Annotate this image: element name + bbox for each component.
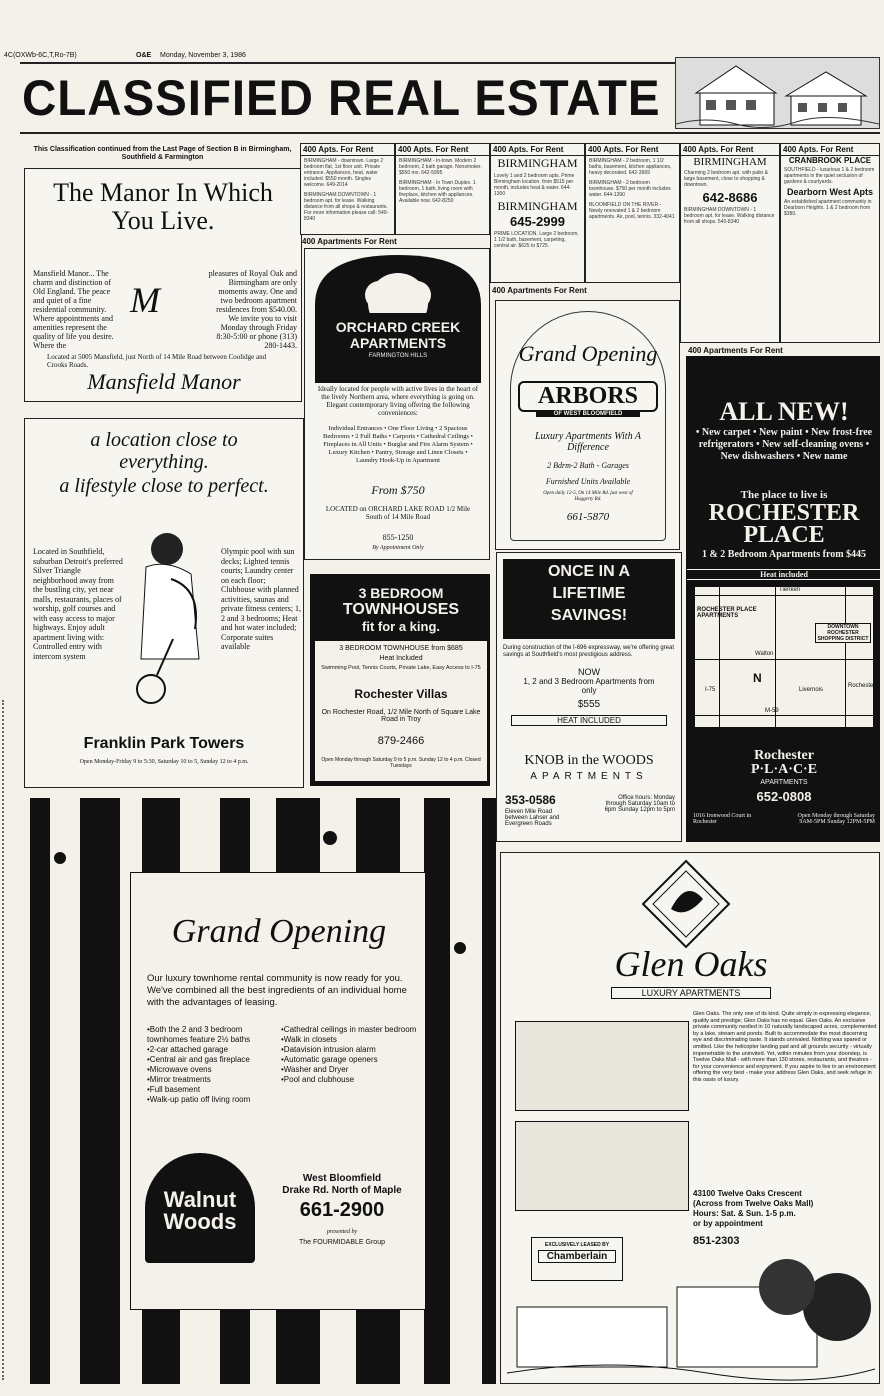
col2-header: 400 Apts. For Rent [396,144,489,156]
manor-title: The Manor In Which You Live. [53,178,273,235]
rp-brand-2: P·L·A·C·E [750,762,818,777]
map-livernois: Livernois [799,687,824,693]
rp-name-2: PLACE [743,522,825,548]
walnut-feature: •Automatic garage openers [281,1055,378,1064]
arbors-furnished: Furnished Units Available [545,477,631,486]
franklin-left-text: Located in Southfield, suburban Detroit's preferred Silver Triangle neighborhood away from the bustling city, yet near malls, restaurants, places of worship, golf courses and with easy access to major highways. Enjoy adult apartment living with: Controlled entry with intercom system [33,547,123,661]
section-header-1: 400 Apartments For Rent [302,237,397,246]
manor-signature: Mansfield Manor [87,369,241,394]
rp-brand-1: Rochester [754,748,814,763]
glen-sub: LUXURY APARTMENTS [611,987,771,999]
col1-header: 400 Apts. For Rent [301,144,394,156]
rp-all-new: ALL NEW! [719,397,849,426]
walnut-location-2: Drake Rd. North of Maple [282,1185,402,1196]
couple-illustration [121,519,215,709]
rochester-villas-ad [310,574,490,786]
walnut-intro: Our luxury townhome rental community is now ready for you. We've combined all the best ingredients of an individual home with the advantages of leasing. [147,973,407,1008]
franklin-ad [24,418,304,788]
rp-tag: The place to live is [740,489,828,501]
continued-notice: This Classification continued from the Last Page of Section B in Birmingham, Southfield & Farmington [33,146,292,161]
glen-buildings-illustration [507,1257,875,1381]
villas-h3: fit for a king. [362,619,440,634]
walnut-logo-2: Woods [163,1209,237,1234]
col4-ad-1: BIRMINGHAM - 2 bedroom, 1 1/2 baths, basement, kitchen appliances, heavy decorated. 642-3969 [589,158,672,176]
rp-hours: Open Monday through Saturday 9AM-5PM Sunday 12PM-5PM [797,813,875,825]
glen-leased-by: EXCLUSIVELY LEASED BY [544,1242,610,1248]
walnut-title: Grand Opening [171,913,387,950]
glen-hours: Hours: Sat. & Sun. 1-5 p.m. [693,1209,796,1218]
walnut-feature: •Pool and clubhouse [281,1075,355,1084]
glen-oaks-logo [641,859,731,949]
manor-right-text: pleasures of Royal Oak and Birmingham are only moments away. One and two bedroom apartment residences from $540.00. We invite you to visit Monday through Friday 8:30-5:00 or phone (313) 280-1443. [208,269,297,350]
col6-header: 400 Apts. For Rent [781,144,879,156]
map-m59: M-59 [765,708,779,714]
orchard-located: LOCATED on ORCHARD LAKE ROAD 1/2 Mile South of 14 Mile Road [325,505,471,521]
arbors-phone: 661-5870 [566,511,610,523]
villas-h1: 3 BEDROOM [358,585,444,601]
arbors-ad [495,300,680,550]
classified-col-1 [300,143,395,235]
knob-h2: LIFETIME [552,585,626,602]
franklin-right-text: Olympic pool with sun decks; Lighted tennis courts; Laundry center on each floor; Clubhouse with planned activities, saunas and private fitness centers; 1, 2 and 3 bedrooms; Heat and hot water included; Corporate suites available [221,547,301,651]
col5-birmingham: BIRMINGHAM [693,156,767,168]
franklin-footer: Open Monday-Friday 9 to 5:30, Saturday 10 to 5, Sunday 12 to 4 p.m. [79,759,249,765]
map-tienken: Tienken [779,587,801,593]
rule-top [20,62,680,64]
walnut-presenter: The FOURMIDABLE Group [299,1239,385,1246]
walnut-feature: •Cathedral ceilings in master bedroom [281,1025,417,1034]
rp-features: • New carpet • New paint • New frost-free refrigerators • New self-cleaning ovens • New dishwashers • New name [695,427,873,462]
arbors-grand-opening: Grand Opening [518,341,658,366]
walnut-feature: •Both the 2 and 3 bedroom townhomes feature 2½ baths [147,1025,251,1044]
orchard-title-2: APARTMENTS [349,335,447,351]
knob-price: $555 [577,699,601,710]
knob-ad [496,552,682,842]
classified-col-6 [780,143,880,343]
villas-line-2: Heat Included [379,655,423,662]
walnut-feature: •2-car attached garage [147,1045,229,1054]
knob-address: Eleven Mile Road between Lahser and Evergreen Roads [505,809,560,827]
col3-ad-1: Lovely 1 and 2 bedroom apts. Prime Birmingham location. from $515 per month, includes heat & water. 644-1300 [494,173,575,197]
section-header-2: 400 Apartments For Rent [492,286,587,295]
col1-ad-1: BIRMINGHAM - downtown. Large 2 bedroom flat, 1st floor unit. Private entrance. Appliances, heat, water included. $550 month. Singles welcome. 649-2014 [304,158,384,188]
walnut-feature: •Walk in closets [281,1035,337,1044]
arbors-open: Open daily 12-5, On 14 Mile Rd. just west of Haggerty Rd. [543,491,633,502]
manor-location: Located at 5005 Mansfield, just North of 14 Mile Road between Coolidge and Crooks Roads. [47,353,267,369]
knob-h1: ONCE IN A [547,563,631,580]
page-edge [2,700,8,1380]
walnut-feature: •Full basement [147,1085,201,1094]
arbors-sub: OF WEST BLOOMFIELD [536,411,640,417]
rule-title [20,132,880,134]
rp-phone: 652-0808 [756,789,812,804]
glen-oaks-ad [500,852,880,1384]
glen-name: Glen Oaks [614,944,768,984]
glen-interior-photo-1 [515,1021,689,1111]
glen-phone: 851-2303 [693,1235,740,1247]
franklin-name: Franklin Park Towers [83,735,245,752]
glen-address-2: (Across from Twelve Oaks Mall) [693,1199,814,1208]
walnut-feature: •Walk-up patio off living room [147,1095,251,1104]
walnut-features-right [281,1025,417,1085]
manor-monogram: M [130,280,160,320]
col5-ad-1: Charming 2 bedroom apt. with patio & large basement, close to shopping & downtown. [684,170,768,188]
villas-h2: TOWNHOUSES [342,601,460,618]
franklin-headline-1: a location close to everything. [90,429,238,473]
orchard-appointment: By Appointment Only [372,545,424,551]
col1-ad-2: BIRMINGHAM DOWNTOWN - 1 bedroom apt. for lease. Walking distance from all shops & restaurants. For more information please call: 540-8340 [304,192,389,222]
walnut-presented: presented by [326,1229,358,1235]
col4-header: 400 Apts. For Rent [586,144,679,156]
house-illustration [675,57,880,129]
classified-col-5 [680,143,780,343]
rp-brand-3: APARTMENTS [760,779,808,786]
classified-col-2 [395,143,490,235]
rochester-place-ad [686,356,880,842]
walnut-phone: 661-2900 [299,1199,385,1221]
knob-hours: Office hours: Monday through Saturday 10am to 6pm Sunday 12pm to 5pm [604,795,675,813]
col5-header: 400 Apts. For Rent [681,144,779,156]
map-i75: I-75 [705,687,716,693]
col6-ad-1: SOUTHFIELD - luxurious 1 & 2 bedroom apartments in the quiet seclusion of gardens & courtyards. [784,167,875,185]
villas-phone: 879-2466 [377,735,425,747]
franklin-headline-2: a lifestyle close to perfect. [59,475,269,497]
villas-location: On Rochester Road, 1/2 Mile North of Square Lake Road in Troy [321,709,481,723]
orchard-title-1: ORCHARD CREEK [335,319,461,335]
walnut-feature: •Datavision intrusion alarm [281,1045,376,1054]
section-header-3: 400 Apartments For Rent [688,346,783,355]
date-line: Monday, November 3, 1986 [160,52,246,59]
arbors-info: 2 Bdrm-2 Bath - Garages [547,461,629,470]
rp-map [695,587,876,727]
knob-phone: 353-0586 [505,793,556,807]
map-walton: Walton [755,651,774,657]
orchard-location: FARMINGTON HILLS [368,353,428,359]
col6-ad-2: An established apartment community in Dearborn Heights. 1 & 2 bedroom from $380. [784,199,872,217]
col3-birmingham-2: BIRMINGHAM [497,199,578,213]
orchard-creek-ad [304,248,490,560]
orchard-phone: 855-1250 [382,533,414,542]
map-north: N [753,671,762,685]
classified-col-4 [585,143,680,283]
walnut-feature: •Washer and Dryer [281,1065,349,1074]
col3-birmingham: BIRMINGHAM [497,156,578,170]
villas-line-1: 3 BEDROOM TOWNHOUSE from $685 [339,645,463,652]
arbors-luxury: Luxury Apartments With A Difference [534,431,642,453]
walnut-location-1: West Bloomfield [302,1173,382,1184]
manor-left-text: Mansfield Manor... The charm and distinction of Old England. The peace and quiet of a fine residential community. Where appointments and amenities represent the quality of life you desire. Where the [33,269,114,350]
walnut-logo-1: Walnut [163,1187,237,1212]
map-shopping: DOWNTOWN ROCHESTER SHOPPING DISTRICT [815,623,871,643]
classified-col-3 [490,143,585,283]
manor-ad [24,168,302,402]
glen-address-1: 43100 Twelve Oaks Crescent [693,1189,802,1198]
knob-h3: SAVINGS! [550,607,628,624]
walnut-feature: •Mirror treatments [147,1075,211,1084]
knob-name: KNOB in the WOODS [524,753,654,768]
knob-heat: HEAT INCLUDED [511,715,667,726]
col5-phone: 642-8686 [702,190,758,205]
page-code: 4C(OXWb-6C,T,Ro-7B) [4,52,77,59]
rp-heat: Heat included [687,569,881,580]
arbors-name: ARBORS [518,381,658,412]
villas-line-3: Swimming Pool, Tennis Courts, Private Lake, Easy Access to I-75 [321,665,481,671]
col2-ad-2: BIRMINGHAM - In Town Duplex. 1 bedroom, 1 bath, living room with fireplace, kitchen with appliances. Available now. 642-8250 [399,180,476,204]
col6-dearborn: Dearborn West Apts [786,187,873,197]
glen-chamberlain: Chamberlain [538,1250,616,1263]
knob-text: During construction of the I-696 expressway, we're offering great savings at Southfield's most prestigious address. [503,645,675,658]
page-title: CLASSIFIED REAL ESTATE [22,70,661,126]
orchard-body: Ideally located for people with active lives in the heart of the lively Northern area, where everything is going on. Elegant contemporary living offering the following conveniences: [317,385,479,417]
orchard-features: Individual Entrances • One Floor Living • 2 Spacious Bedrooms • 2 Full Baths • Carports • Cathedral Ceilings • Fireplaces in All Units • Burglar and Fire Alarm System • Luxury Kitchen • Pantry, Storage and Linen Closets • Laundry Hook-Up in Apartment [323,425,473,464]
glen-body: Glen Oaks. The only one of its kind. Quite simply in expressing elegance, quality and prestige; Glen Oaks has no equal. Glen Oaks. An exclusive private community nestled in 10 naturally landscaped acres, complemented by a lake, stream and ponds. Built to accommodate the most discerning eye and discriminating taste. It stands unrivaled. Nothing was spared or omitted. Like the helicopter landing pad and all grounds security - virtually impenetrable to the uninvited. Yet, within minutes from your doorstep, is Twelve Oaks Mall - with more than 130 stores, restaurants, and theatres - for your convenience and enjoyment. If you aspire to live in an environment offering the very best - make your address Glen Oaks, and seek refuge in this oasis of luxury. [693,1011,877,1083]
col4-ad-2: BIRMINGHAM - 2 bedroom townhouse. $750 per month includes water. 644-1390 [589,180,671,198]
map-rochester-road: Rochester [848,683,876,689]
rp-name-1: ROCHESTER [708,500,860,526]
villas-name: Rochester Villas [354,687,448,701]
walnut-feature: •Central air and gas fireplace [147,1055,250,1064]
col3-header: 400 Apts. For Rent [491,144,584,156]
villas-hours: Open Monday through Saturday 9 to 5 p.m. Sunday 12 to 4 p.m. Closed Tuesdays [321,757,481,769]
glen-appointment: or by appointment [693,1219,763,1228]
col4-ad-3: BLOOMFIELD ON THE RIVER - Newly renovated 1 & 2 bedroom apartments. Air, pool, tennis. 332-4041 [589,202,675,220]
col6-cranbrook: CRANBROOK PLACE [788,156,872,165]
walnut-features-left [147,1025,277,1105]
col5-ad-2: BIRMINGHAM DOWNTOWN - 1 bedroom apt. for lease. Walking distance from all shops. 540-8340 [684,207,775,225]
knob-sub: APARTMENTS [530,771,648,782]
col2-ad-1: BIRMINGHAM - In-town. Modern 2 bedroom, 2 bath garage. Nonsmoker. $550 mo. 642-5995 [399,158,482,176]
col3-ad-2: PRIME LOCATION. Large 2 bedroom, 1 1/2 bath, basement, carpeting, central air. $625 to $725. [494,231,579,249]
walnut-woods-panel [130,872,426,1310]
rp-address: 1016 Ironwood Court in Rochester [693,813,752,825]
knob-beds: 1, 2 and 3 Bedroom Apartments from only [523,677,655,695]
map-rp-label: ROCHESTER PLACE APARTMENTS [697,607,757,619]
walnut-feature: •Microwave ovens [147,1065,212,1074]
glen-interior-photo-2 [515,1121,689,1211]
paper-name: O&E [136,52,152,59]
rp-apartments: 1 & 2 Bedroom Apartments from $445 [701,549,867,560]
knob-now: NOW [578,667,600,677]
col3-phone: 645-2999 [510,214,565,229]
orchard-price: From $750 [371,483,425,497]
